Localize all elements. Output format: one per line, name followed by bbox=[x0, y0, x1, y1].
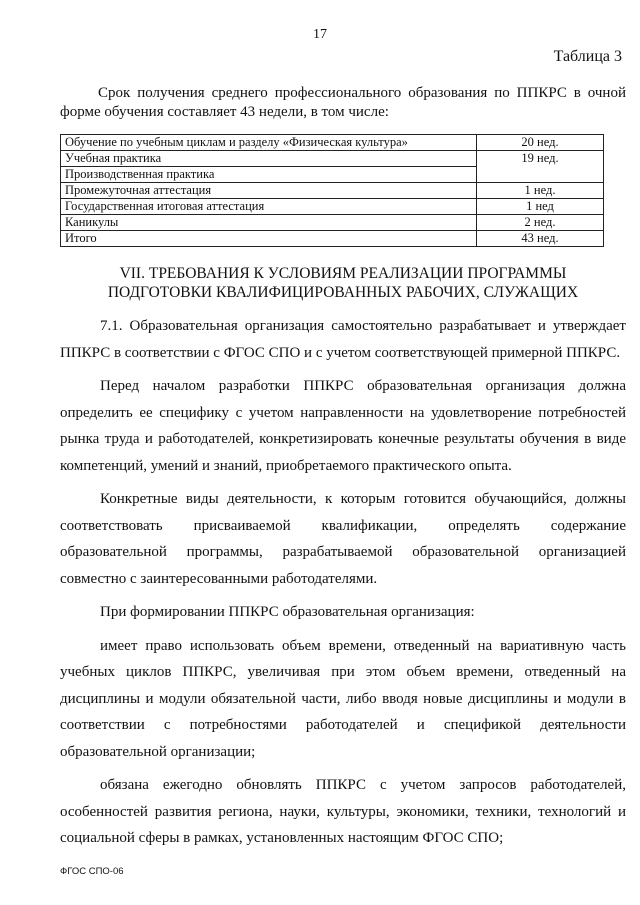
table-row bbox=[61, 135, 604, 151]
table-cell-value: 20 нед. bbox=[477, 135, 604, 151]
table-row bbox=[61, 151, 604, 167]
table-cell-value: 43 нед. bbox=[477, 231, 604, 247]
paragraph: обязана ежегодно обновлять ППКРС с учетом запросов работодателей, особенностей развития региона, науки, культуры, экономики, техники, технологий и социальной сферы в рамках, установленных настоящим ФГОС СПО; bbox=[60, 777, 626, 846]
table-cell-label: Каникулы bbox=[61, 215, 477, 231]
table-cell-label: Промежуточная аттестация bbox=[61, 183, 477, 199]
table-cell-value: 1 нед bbox=[477, 199, 604, 215]
page-number: 17 bbox=[313, 27, 327, 42]
table-row bbox=[61, 183, 604, 199]
table-cell-label: Обучение по учебным циклам и разделу «Физическая культура» bbox=[61, 135, 477, 151]
footer-code: ФГОС СПО-06 bbox=[60, 866, 124, 877]
intro-paragraph: Срок получения среднего профессионального образования по ППКРС в очной форме обучения составляет 43 недели, в том числе: bbox=[60, 85, 626, 120]
table-cell-label: Производственная практика bbox=[61, 167, 477, 183]
paragraph: 7.1. Образовательная организация самостоятельно разрабатывает и утверждает ППКРС в соответствии с ФГОС СПО и с учетом соответствующей примерной ППКРС. bbox=[60, 318, 626, 361]
table-row bbox=[61, 215, 604, 231]
section-title-line: VII. ТРЕБОВАНИЯ К УСЛОВИЯМ РЕАЛИЗАЦИИ ПРОГРАММЫ bbox=[119, 265, 567, 282]
table-cell-label: Итого bbox=[61, 231, 477, 247]
table-caption: Таблица 3 bbox=[553, 48, 622, 65]
paragraph: имеет право использовать объем времени, отведенный на вариативную часть учебных циклов ППКРС, увеличивая при этом объем времени, отведенный на дисциплины и модули обязательной части, либо вводя новые дисциплины и модули в соответствии с потребностями работодателей и спецификой деятельности образовательной организации; bbox=[60, 637, 626, 760]
study-duration-table bbox=[60, 134, 604, 247]
table-row bbox=[61, 199, 604, 215]
table-cell-label: Государственная итоговая аттестация bbox=[61, 199, 477, 215]
paragraph: Конкретные виды деятельности, к которым готовится обучающийся, должны соответствовать присваиваемой квалификации, определять содержание образовательной программы, разрабатываемой образовательной организацией совместно с заинтересованными работодателями. bbox=[60, 491, 626, 587]
table-cell-label: Учебная практика bbox=[61, 151, 477, 167]
paragraph: Перед началом разработки ППКРС образовательная организация должна определить ее специфику с учетом направленности на удовлетворение потребностей рынка труда и работодателей, конкретизировать конечные результаты обучения в виде компетенций, умений и знаний, приобретаемого практического опыта. bbox=[60, 378, 626, 474]
section-title-line: ПОДГОТОВКИ КВАЛИФИЦИРОВАННЫХ РАБОЧИХ, СЛУЖАЩИХ bbox=[107, 284, 579, 301]
body-text bbox=[60, 313, 626, 859]
table-cell-value: 2 нед. bbox=[477, 215, 604, 231]
table-row bbox=[61, 231, 604, 247]
paragraph: При формировании ППКРС образовательная организация: bbox=[100, 604, 475, 620]
table-cell-value: 1 нед. bbox=[477, 183, 604, 199]
table-cell-value: 19 нед. bbox=[477, 151, 604, 183]
section-title bbox=[60, 264, 626, 302]
